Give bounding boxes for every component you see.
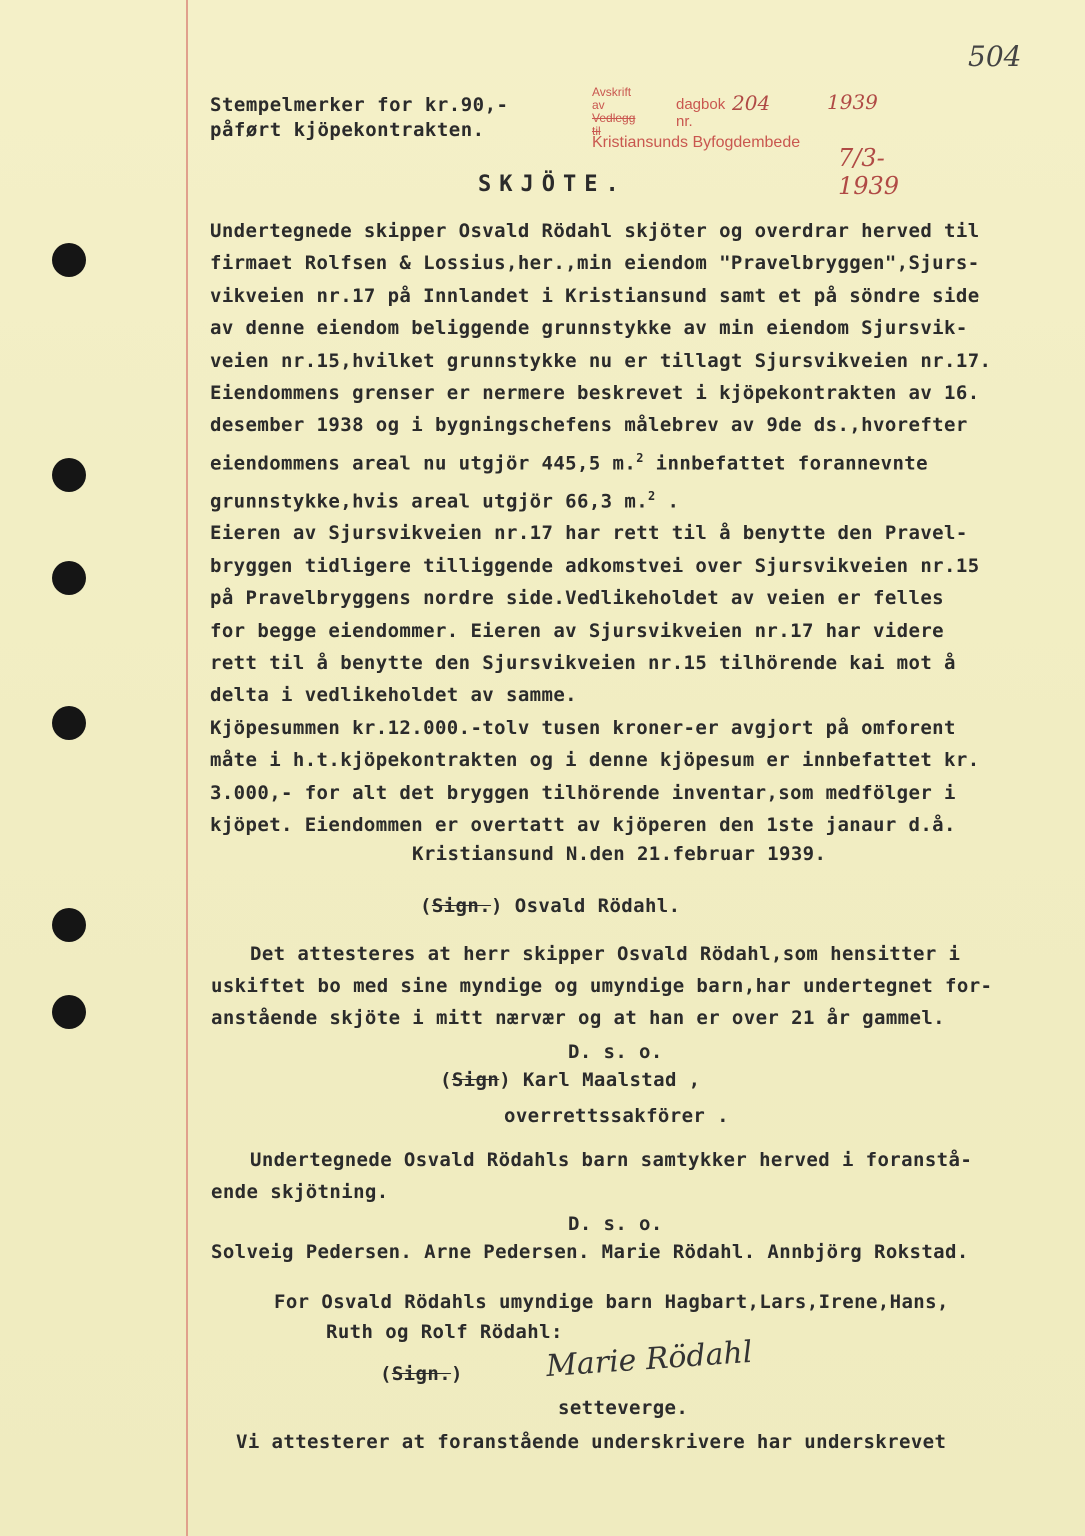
punch-hole (52, 243, 86, 277)
attest-line: uskiftet bo med sine myndige og umyndige barn,har undertegnet for- (211, 975, 993, 997)
body-line: måte i h.t.kjöpekontrakten og i denne kjöpesum er innbefattet kr. (210, 749, 980, 772)
guardian-title: setteverge. (558, 1397, 689, 1419)
body-line: av denne eiendom beliggende grunnstykke av min eiendom Sjursvik- (210, 317, 968, 340)
stamp-option-attachment: Vedlegg til (592, 111, 636, 138)
attest-line: Det attesteres at herr skipper Osvald Rödahl,som hensitter i (250, 943, 961, 965)
margin-rule (186, 0, 188, 1536)
body-line: veien nr.15,hvilket grunnstykke nu er tillagt Sjursvikveien nr.17. (210, 349, 992, 372)
body-line: kjöpet. Eiendommen er overtatt av kjöperen den 1ste janaur d.å. (210, 813, 956, 836)
body-line-area: grunnstykke,hvis areal utgjör 66,3 m.$^2$ . (210, 488, 680, 512)
body-line: desember 1938 og i bygningschefens målebrev av 9de ds.,hvorefter (210, 414, 968, 437)
lawyer-title: overrettssakförer . (504, 1105, 729, 1127)
lawyer-name: Karl Maalstad , (522, 1069, 701, 1091)
stamp-date: 7/3-1939 (838, 144, 900, 200)
body-line-area: eiendommens areal nu utgjör 445,5 m.$^2$ innbefattet forannevnte (210, 450, 928, 475)
final-line: Vi attesterer at foranstående underskrivere har underskrevet (236, 1431, 947, 1453)
consent-line: Undertegnede Osvald Rödahls barn samtykker herved i foranstå- (250, 1149, 973, 1171)
stamp-duty-line: påført kjöpekontrakten. (210, 119, 485, 141)
minors-line: Ruth og Rolf Rödahl: (326, 1321, 563, 1343)
body-line: Kjöpesummen kr.12.000.-tolv tusen kroner-er avgjort på omforent (210, 716, 956, 739)
stamp-dagbok-label: dagbok nr. (676, 96, 726, 130)
body-line: Eiendommens grenser er nermere beskrevet i kjöpekontrakten av 16. (210, 382, 980, 405)
dso-mark: D. s. o. (568, 1041, 663, 1063)
stamp-office: Kristiansunds Byfogdembede (592, 134, 801, 151)
stamp-duty-note (210, 93, 508, 143)
body-line: vikveien nr.17 på Innlandet i Kristiansund samt et på söndre side (210, 284, 980, 307)
body-line: delta i vedlikeholdet av samme. (210, 684, 578, 707)
stamp-year: 1939 (827, 90, 878, 114)
place-date: Kristiansund N.den 21.februar 1939. (412, 843, 827, 865)
handwritten-signature: Marie Rödahl (545, 1334, 754, 1385)
children-names: Solveig Pedersen. Arne Pedersen. Marie Rödahl. Annbjörg Rokstad. (211, 1241, 969, 1263)
attest-line: anstående skjöte i mitt nærvær og at han er over 21 år gammel. (211, 1007, 946, 1029)
punch-hole (52, 561, 86, 595)
punch-hole (52, 706, 86, 740)
punch-hole (52, 908, 86, 942)
body-line: på Pravelbryggens nordre side.Vedlikeholdet av veien er felles (210, 587, 945, 610)
consent-line: ende skjötning. (211, 1181, 389, 1203)
stamp-duty-line: Stempelmerker for kr.90,- (210, 94, 509, 116)
deed-body (210, 215, 1070, 841)
seller-name: Osvald Rödahl. (514, 895, 681, 917)
document-title: SKJÖTE. (478, 172, 627, 197)
body-line: bryggen tidligere tilliggende adkomstvei over Sjursvikveien nr.15 (210, 554, 980, 577)
signature-lawyer: (Sign) Karl Maalstad , (440, 1069, 701, 1091)
body-line: Undertegnede skipper Osvald Rödahl skjöter og overdrar herved til (210, 220, 980, 242)
signature-guardian: (Sign.) (380, 1363, 463, 1385)
punch-hole (52, 458, 86, 492)
body-line: firmaet Rolfsen & Lossius,her.,min eiendom "Pravelbryggen",Sjurs- (210, 252, 980, 275)
body-line: 3.000,- for alt det bryggen tilhörende inventar,som medfölger i (210, 781, 956, 804)
stamp-option-copy: Avskrift av (592, 85, 632, 112)
body-line: for begge eiendommer. Eieren av Sjursvikveien nr.17 har videre (210, 619, 945, 642)
page-number: 504 (968, 40, 1022, 73)
stamp-dagbok-number: 204 (732, 91, 771, 115)
minors-line: For Osvald Rödahls umyndige barn Hagbart,Lars,Irene,Hans, (274, 1291, 949, 1313)
punch-hole (52, 995, 86, 1029)
body-line: rett til å benytte den Sjursvikveien nr.15 tilhörende kai mot å (210, 651, 956, 674)
dso-mark: D. s. o. (568, 1213, 663, 1235)
body-line: Eieren av Sjursvikveien nr.17 har rett til å benytte den Pravel- (210, 522, 968, 545)
signature-seller: (Sign.) Osvald Rödahl. (420, 895, 681, 917)
